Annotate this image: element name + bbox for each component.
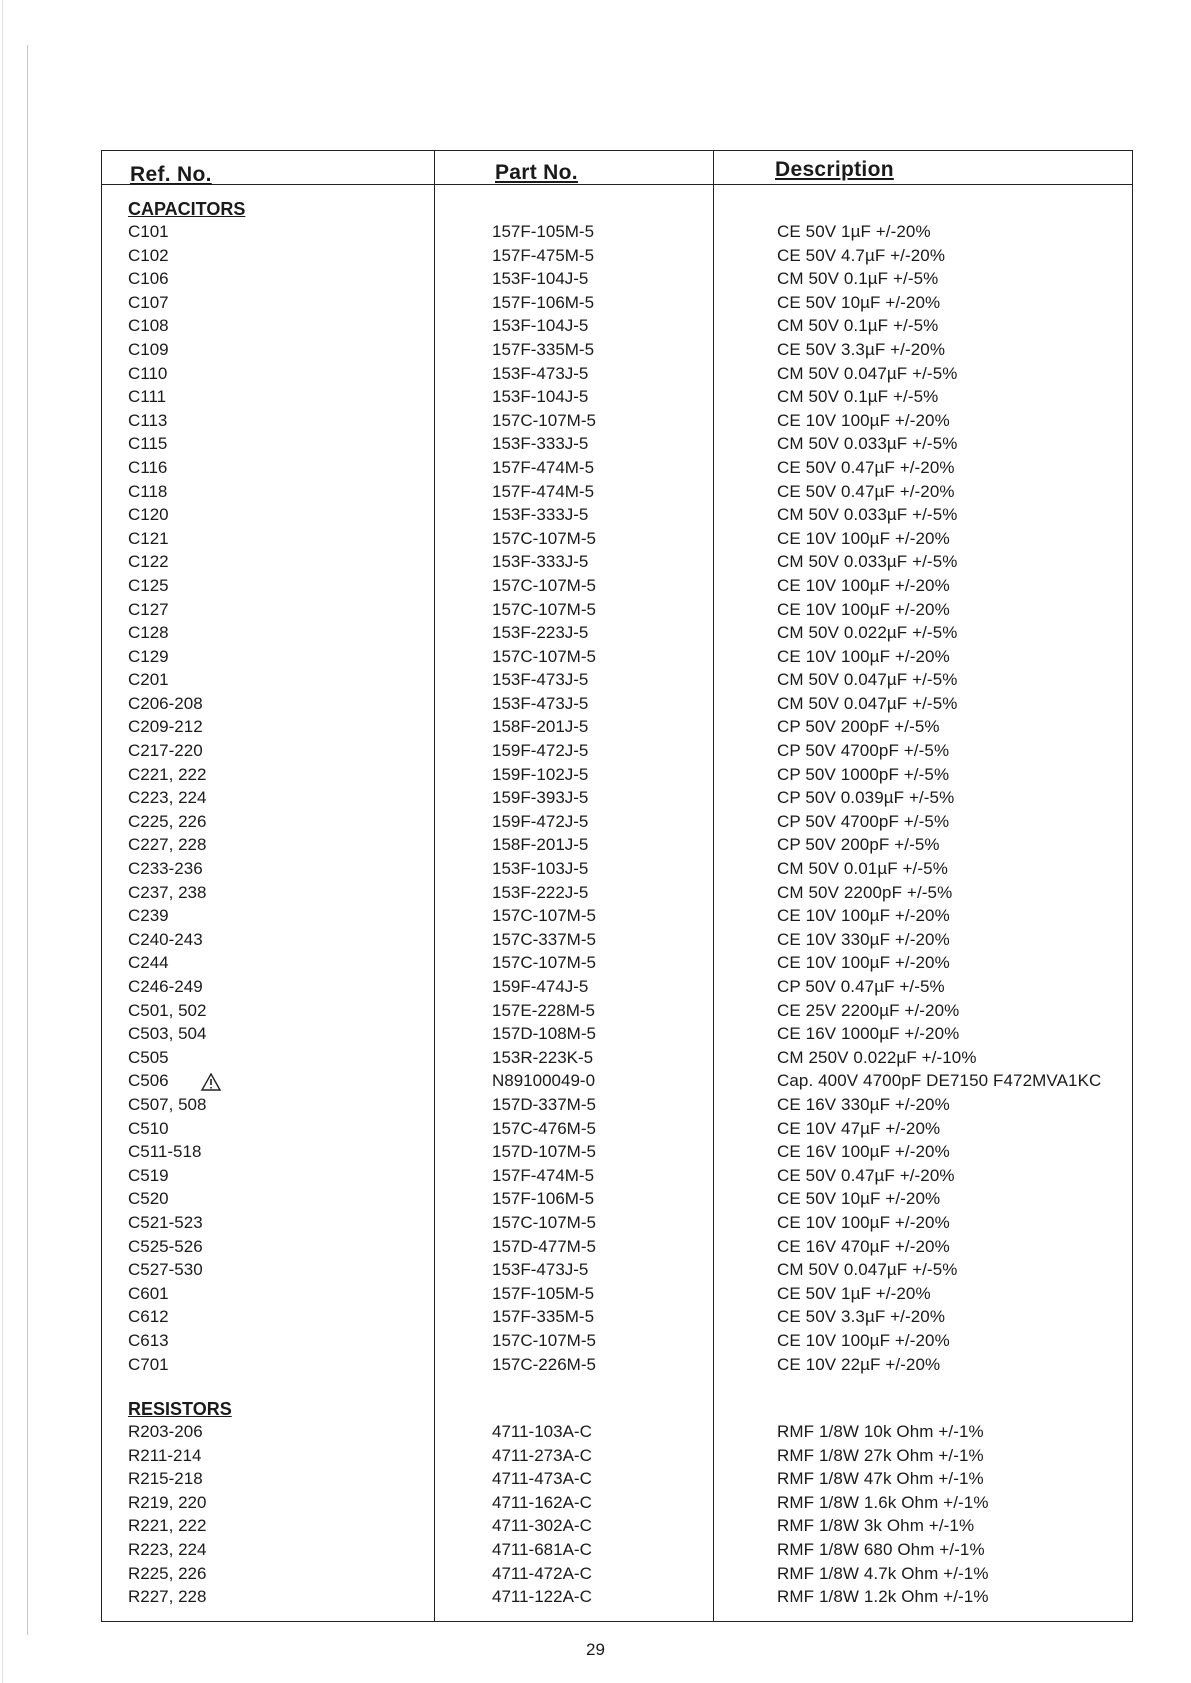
ref-no-text: C108 xyxy=(128,316,169,336)
part-no-cell: 157C-107M-5 xyxy=(492,906,596,926)
part-no-cell: 153F-103J-5 xyxy=(492,859,589,879)
ref-no-text: C510 xyxy=(128,1118,169,1138)
ref-no-text: C122 xyxy=(128,552,169,572)
description-cell: CM 50V 0.1µF +/-5% xyxy=(777,316,939,336)
description-cell: CE 16V 330µF +/-20% xyxy=(777,1094,950,1114)
ref-no-cell xyxy=(128,1211,418,1235)
part-no-cell: 153F-333J-5 xyxy=(492,434,589,454)
part-no-cell: 157F-106M-5 xyxy=(492,1189,595,1209)
ref-no-text: C240-243 xyxy=(128,929,203,949)
part-no-cell: 157F-474M-5 xyxy=(492,457,595,477)
ref-no-cell xyxy=(128,1187,418,1211)
column-divider-2 xyxy=(713,151,714,1621)
ref-no-text: C118 xyxy=(128,481,168,501)
ref-no-cell xyxy=(128,432,418,456)
description-cell: CP 50V 1000pF +/-5% xyxy=(777,764,950,784)
description-cell: CM 50V 0.033µF +/-5% xyxy=(777,434,958,454)
description-cell: CE 16V 470µF +/-20% xyxy=(777,1236,950,1256)
ref-no-cell xyxy=(128,763,418,787)
description-cell: CP 50V 4700pF +/-5% xyxy=(777,811,950,831)
ref-no-cell xyxy=(128,1117,418,1141)
ref-no-cell xyxy=(128,668,418,692)
ref-no-text: R223, 224 xyxy=(128,1540,207,1560)
description-cell: CM 50V 0.022µF +/-5% xyxy=(777,623,958,643)
ref-no-cell xyxy=(128,715,418,739)
ref-no-text: C505 xyxy=(128,1047,169,1067)
part-no-cell: 157C-107M-5 xyxy=(492,1330,596,1350)
ref-no-text: C110 xyxy=(128,363,168,383)
part-no-cell: 157F-474M-5 xyxy=(492,1165,595,1185)
ref-no-cell xyxy=(128,810,418,834)
part-no-cell: 157F-105M-5 xyxy=(492,222,595,241)
description-cell: CP 50V 200pF +/-5% xyxy=(777,835,940,855)
section-gap xyxy=(777,1376,1137,1398)
ref-no-cell xyxy=(128,1258,418,1282)
ref-no-text: C244 xyxy=(128,953,169,973)
safety-warning-icon xyxy=(201,1073,221,1091)
part-no-cell: 153F-473J-5 xyxy=(492,693,589,713)
description-cell: CE 10V 100µF +/-20% xyxy=(777,953,950,973)
ref-no-cell xyxy=(128,1022,418,1046)
part-no-cell: 157C-107M-5 xyxy=(492,953,596,973)
ref-no-text: R203-206 xyxy=(128,1422,203,1442)
ref-no-text: C613 xyxy=(128,1330,169,1350)
part-no-cell: 157C-107M-5 xyxy=(492,410,596,430)
part-no-cell: 159F-393J-5 xyxy=(492,788,589,808)
ref-no-cell xyxy=(128,1282,418,1306)
ref-no-cell xyxy=(128,385,418,409)
ref-no-cell xyxy=(128,456,418,480)
ref-no-cell xyxy=(128,503,418,527)
part-no-cell: 157F-335M-5 xyxy=(492,339,595,359)
description-cell: CE 10V 100µF +/-20% xyxy=(777,906,950,926)
ref-no-text: C519 xyxy=(128,1165,169,1185)
ref-no-text: C217-220 xyxy=(128,741,203,761)
ref-no-text: C227, 228 xyxy=(128,835,207,855)
ref-no-text: C116 xyxy=(128,457,168,477)
ref-no-cell xyxy=(128,338,418,362)
part-no-cell: 153F-222J-5 xyxy=(492,882,589,902)
description-cell: RMF 1/8W 680 Ohm +/-1% xyxy=(777,1540,985,1560)
part-no-cell: 4711-122A-C xyxy=(492,1587,592,1607)
part-no-cell: 157C-476M-5 xyxy=(492,1118,596,1138)
ref-no-text: C125 xyxy=(128,575,169,595)
ref-no-text: C209-212 xyxy=(128,717,203,737)
part-no-cell: 157F-105M-5 xyxy=(492,1283,595,1303)
description-cell: CE 10V 100µF +/-20% xyxy=(777,646,950,666)
section-title-capacitors: CAPACITORS xyxy=(128,199,246,219)
description-cell: CM 50V 0.047µF +/-5% xyxy=(777,363,958,383)
description-cell: CE 50V 0.47µF +/-20% xyxy=(777,457,955,477)
description-cell: RMF 1/8W 4.7k Ohm +/-1% xyxy=(777,1563,989,1583)
ref-no-text: C246-249 xyxy=(128,977,203,996)
description-cell: CE 50V 0.47µF +/-20% xyxy=(777,481,955,501)
header-part-no: Part No. xyxy=(495,161,578,184)
ref-no-cell xyxy=(128,786,418,810)
part-no-cell: 4711-472A-C xyxy=(492,1563,592,1583)
description-cell: CE 10V 330µF +/-20% xyxy=(777,929,950,949)
ref-no-cell xyxy=(128,1467,418,1491)
description-cell: CP 50V 0.47µF +/-5% xyxy=(777,977,945,996)
description-cell: RMF 1/8W 27k Ohm +/-1% xyxy=(777,1445,984,1465)
part-no-cell: 157C-226M-5 xyxy=(492,1354,596,1374)
description-cell: CE 10V 100µF +/-20% xyxy=(777,1212,950,1232)
scan-margin-line xyxy=(27,45,28,1635)
ref-no-text: C506 xyxy=(128,1071,169,1091)
ref-no-text: C201 xyxy=(128,670,169,690)
part-no-cell: 4711-273A-C xyxy=(492,1445,592,1465)
ref-no-text: C501, 502 xyxy=(128,1000,207,1020)
ref-no-cell xyxy=(128,291,418,315)
part-no-cell: 153F-104J-5 xyxy=(492,269,589,289)
ref-no-cell xyxy=(128,1329,418,1353)
ref-no-cell xyxy=(128,1491,418,1515)
ref-no-column xyxy=(128,198,418,1609)
ref-no-cell xyxy=(128,362,418,386)
part-no-cell: 158F-201J-5 xyxy=(492,717,589,737)
ref-no-text: R211-214 xyxy=(128,1445,202,1465)
part-no-cell: 153F-333J-5 xyxy=(492,505,589,525)
description-cell: CE 50V 3.3µF +/-20% xyxy=(777,1307,946,1327)
column-divider-1 xyxy=(434,151,435,1621)
section-title-spacer xyxy=(492,198,702,220)
description-cell: RMF 1/8W 3k Ohm +/-1% xyxy=(777,1516,975,1536)
ref-no-text: C129 xyxy=(128,646,169,666)
ref-no-cell xyxy=(128,1164,418,1188)
ref-no-cell xyxy=(128,1069,418,1093)
ref-no-cell xyxy=(128,833,418,857)
description-cell: Cap. 400V 4700pF DE7150 F472MVA1KC xyxy=(777,1071,1102,1091)
description-cell: RMF 1/8W 1.2k Ohm +/-1% xyxy=(777,1587,989,1607)
ref-no-cell xyxy=(128,857,418,881)
description-cell: CM 50V 0.047µF +/-5% xyxy=(777,670,958,690)
part-no-column xyxy=(492,198,702,1609)
ref-no-text: C109 xyxy=(128,339,169,359)
ref-no-cell xyxy=(128,267,418,291)
description-cell: CE 50V 1µF +/-20% xyxy=(777,1283,931,1303)
description-cell: RMF 1/8W 47k Ohm +/-1% xyxy=(777,1469,984,1489)
section-title-resistors: RESISTORS xyxy=(128,1399,232,1420)
part-no-cell: 4711-473A-C xyxy=(492,1469,592,1489)
part-no-cell: 4711-103A-C xyxy=(492,1422,592,1442)
description-cell: RMF 1/8W 1.6k Ohm +/-1% xyxy=(777,1492,989,1512)
part-no-cell: 153F-473J-5 xyxy=(492,363,589,383)
ref-no-text: C225, 226 xyxy=(128,811,207,831)
description-cell: CE 25V 2200µF +/-20% xyxy=(777,1000,960,1020)
description-cell: CE 10V 100µF +/-20% xyxy=(777,599,950,619)
part-no-cell: 157C-107M-5 xyxy=(492,1212,596,1232)
description-cell: CE 10V 100µF +/-20% xyxy=(777,575,950,595)
ref-no-cell xyxy=(128,314,418,338)
ref-no-text: C102 xyxy=(128,245,169,265)
ref-no-cell xyxy=(128,739,418,763)
part-no-cell: 153F-104J-5 xyxy=(492,387,589,407)
part-no-cell: 157C-107M-5 xyxy=(492,528,596,548)
ref-no-text: C525-526 xyxy=(128,1236,203,1256)
ref-no-cell xyxy=(128,480,418,504)
ref-no-cell xyxy=(128,550,418,574)
ref-no-text: R225, 226 xyxy=(128,1563,207,1583)
ref-no-cell xyxy=(128,574,418,598)
ref-no-text: C520 xyxy=(128,1189,169,1209)
description-cell: CM 50V 0.1µF +/-5% xyxy=(777,269,939,289)
part-no-cell: 153F-223J-5 xyxy=(492,623,589,643)
ref-no-cell xyxy=(128,928,418,952)
ref-no-text: C106 xyxy=(128,269,169,289)
ref-no-text: R221, 222 xyxy=(128,1516,207,1536)
description-cell: CE 10V 22µF +/-20% xyxy=(777,1354,941,1374)
ref-no-cell xyxy=(128,881,418,905)
part-no-cell: 4711-681A-C xyxy=(492,1540,592,1560)
description-cell: CE 50V 10µF +/-20% xyxy=(777,1189,941,1209)
part-no-cell: 157D-337M-5 xyxy=(492,1094,596,1114)
description-cell: CE 10V 100µF +/-20% xyxy=(777,528,950,548)
part-no-cell: 158F-201J-5 xyxy=(492,835,589,855)
header-description: Description xyxy=(775,158,894,181)
ref-no-cell xyxy=(128,1444,418,1468)
ref-no-text: R215-218 xyxy=(128,1469,203,1489)
part-no-cell: 153F-473J-5 xyxy=(492,1260,589,1280)
ref-no-text: C239 xyxy=(128,906,169,926)
part-no-cell: 157F-106M-5 xyxy=(492,292,595,312)
part-no-cell: 153F-104J-5 xyxy=(492,316,589,336)
description-cell: CE 10V 100µF +/-20% xyxy=(777,410,950,430)
ref-no-cell xyxy=(128,1420,418,1444)
ref-no-cell xyxy=(128,1140,418,1164)
part-no-cell: N89100049-0 xyxy=(492,1071,596,1091)
description-cell: CM 50V 0.033µF +/-5% xyxy=(777,505,958,525)
description-cell: CE 16V 1000µF +/-20% xyxy=(777,1024,960,1044)
ref-no-text: C120 xyxy=(128,505,169,525)
part-no-cell: 157C-337M-5 xyxy=(492,929,596,949)
ref-no-cell xyxy=(128,1585,418,1609)
ref-no-cell xyxy=(128,999,418,1023)
part-no-cell: 159F-474J-5 xyxy=(492,977,589,996)
part-no-cell: 159F-102J-5 xyxy=(492,764,589,784)
ref-no-cell xyxy=(128,1305,418,1329)
part-no-cell: 159F-472J-5 xyxy=(492,811,589,831)
description-cell: CM 50V 0.047µF +/-5% xyxy=(777,1260,958,1280)
ref-no-cell xyxy=(128,904,418,928)
ref-no-cell xyxy=(128,1093,418,1117)
ref-no-text: C121 xyxy=(128,528,169,548)
ref-no-text: C233-236 xyxy=(128,859,203,879)
ref-no-cell xyxy=(128,1562,418,1586)
description-cell: CP 50V 0.039µF +/-5% xyxy=(777,788,955,808)
part-no-cell: 153F-333J-5 xyxy=(492,552,589,572)
header-ref-no: Ref. No. xyxy=(130,163,212,186)
ref-no-text: C206-208 xyxy=(128,693,203,713)
section-title-spacer xyxy=(777,198,1137,220)
part-no-cell: 157C-107M-5 xyxy=(492,599,596,619)
table-header xyxy=(102,151,1132,185)
ref-no-cell xyxy=(128,645,418,669)
description-cell: CE 16V 100µF +/-20% xyxy=(777,1142,950,1162)
ref-no-text: C612 xyxy=(128,1307,169,1327)
description-cell: CE 50V 4.7µF +/-20% xyxy=(777,245,946,265)
part-no-cell: 153R-223K-5 xyxy=(492,1047,594,1067)
description-cell: RMF 1/8W 10k Ohm +/-1% xyxy=(777,1422,984,1442)
description-cell: CE 50V 3.3µF +/-20% xyxy=(777,339,946,359)
part-no-cell: 157C-107M-5 xyxy=(492,646,596,666)
ref-no-text: C128 xyxy=(128,623,169,643)
ref-no-text: C113 xyxy=(128,410,168,430)
ref-no-text: C221, 222 xyxy=(128,764,207,784)
section-title-spacer xyxy=(777,1398,1137,1420)
ref-no-cell xyxy=(128,951,418,975)
ref-no-cell xyxy=(128,975,418,999)
part-no-cell: 4711-302A-C xyxy=(492,1516,592,1536)
description-cell: CE 10V 100µF +/-20% xyxy=(777,1330,950,1350)
ref-no-text: C503, 504 xyxy=(128,1024,207,1044)
part-no-cell: 157F-475M-5 xyxy=(492,245,595,265)
description-cell: CE 50V 1µF +/-20% xyxy=(777,222,931,241)
part-no-cell: 157F-335M-5 xyxy=(492,1307,595,1327)
ref-no-cell xyxy=(128,1046,418,1070)
section-title-spacer xyxy=(492,1398,702,1420)
description-column xyxy=(777,198,1137,1609)
ref-no-text: R219, 220 xyxy=(128,1492,207,1512)
parts-list-table xyxy=(101,150,1133,1622)
description-cell: CM 50V 0.033µF +/-5% xyxy=(777,552,958,572)
ref-no-cell xyxy=(128,244,418,268)
ref-no-text: C223, 224 xyxy=(128,788,207,808)
ref-no-text: C107 xyxy=(128,292,169,312)
ref-no-text: C521-523 xyxy=(128,1212,203,1232)
scan-edge xyxy=(2,0,3,1683)
ref-no-cell xyxy=(128,621,418,645)
part-no-cell: 157D-107M-5 xyxy=(492,1142,596,1162)
description-cell: CP 50V 4700pF +/-5% xyxy=(777,741,950,761)
ref-no-cell xyxy=(128,1235,418,1259)
part-no-cell: 4711-162A-C xyxy=(492,1492,592,1512)
part-no-cell: 157C-107M-5 xyxy=(492,575,596,595)
ref-no-cell xyxy=(128,1353,418,1377)
description-cell: CE 50V 0.47µF +/-20% xyxy=(777,1165,955,1185)
description-cell: CP 50V 200pF +/-5% xyxy=(777,717,940,737)
description-cell: CE 50V 10µF +/-20% xyxy=(777,292,941,312)
ref-no-cell xyxy=(128,527,418,551)
ref-no-text: C527-530 xyxy=(128,1260,203,1280)
section-gap xyxy=(492,1376,702,1398)
ref-no-text: C115 xyxy=(128,434,168,454)
ref-no-cell xyxy=(128,220,418,244)
part-no-cell: 157D-108M-5 xyxy=(492,1024,596,1044)
section-gap xyxy=(128,1376,418,1398)
ref-no-cell xyxy=(128,1514,418,1538)
description-cell: CM 50V 2200pF +/-5% xyxy=(777,882,953,902)
ref-no-cell xyxy=(128,692,418,716)
description-cell: CE 10V 47µF +/-20% xyxy=(777,1118,941,1138)
ref-no-cell xyxy=(128,409,418,433)
part-no-cell: 157D-477M-5 xyxy=(492,1236,596,1256)
part-no-cell: 153F-473J-5 xyxy=(492,670,589,690)
ref-no-cell xyxy=(128,1538,418,1562)
ref-no-text: C127 xyxy=(128,599,169,619)
ref-no-text: C507, 508 xyxy=(128,1094,207,1114)
part-no-cell: 157E-228M-5 xyxy=(492,1000,596,1020)
part-no-cell: 157F-474M-5 xyxy=(492,481,595,501)
description-cell: CM 50V 0.1µF +/-5% xyxy=(777,387,939,407)
description-cell: CM 250V 0.022µF +/-10% xyxy=(777,1047,977,1067)
ref-no-text: C237, 238 xyxy=(128,882,207,902)
ref-no-text: C511-518 xyxy=(128,1142,202,1162)
part-no-cell: 159F-472J-5 xyxy=(492,741,589,761)
ref-no-cell xyxy=(128,598,418,622)
description-cell: CM 50V 0.047µF +/-5% xyxy=(777,693,958,713)
ref-no-text: R227, 228 xyxy=(128,1587,207,1607)
ref-no-text: C701 xyxy=(128,1354,169,1374)
ref-no-text: C101 xyxy=(128,222,169,241)
page-number: 29 xyxy=(586,1640,605,1659)
ref-no-text: C111 xyxy=(128,387,167,407)
ref-no-text: C601 xyxy=(128,1283,169,1303)
description-cell: CM 50V 0.01µF +/-5% xyxy=(777,859,948,879)
